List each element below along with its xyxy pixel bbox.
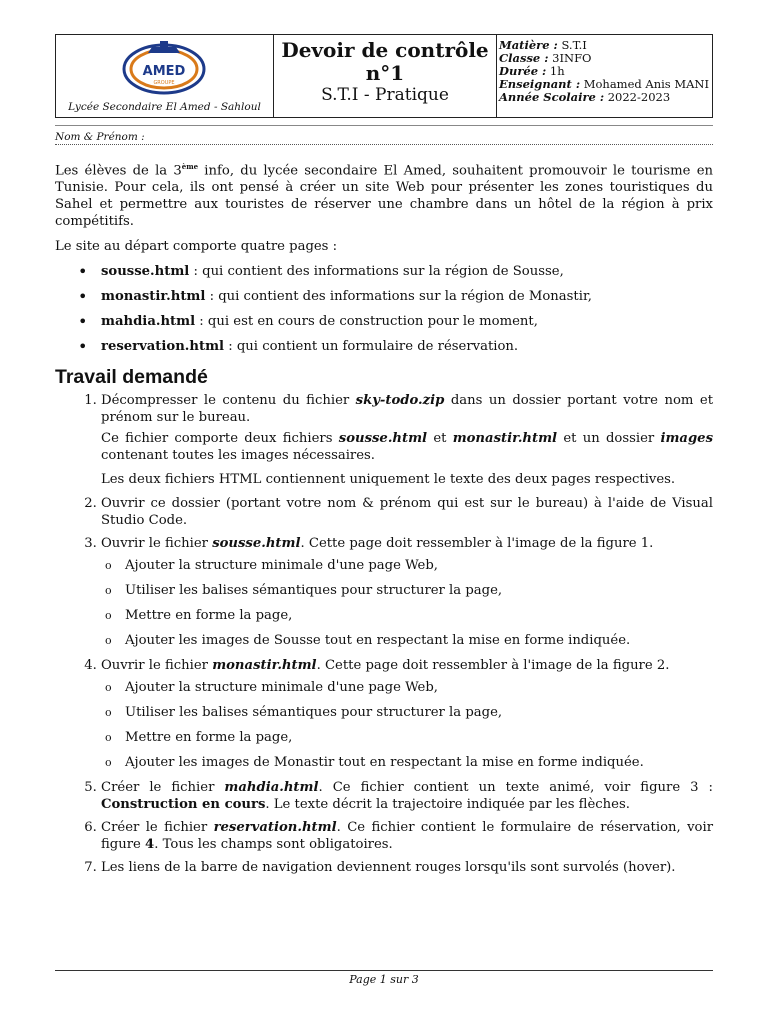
svg-text:AMED: AMED bbox=[142, 64, 186, 79]
list-item: o Ajouter les images de Monastir tout en respectant la mise en forme indiquée. bbox=[125, 754, 713, 771]
info-cell bbox=[497, 35, 712, 117]
list-item: • monastir.html : qui contient des informations sur la région de Monastir, bbox=[101, 288, 713, 305]
section-title: Travail demandé bbox=[55, 366, 208, 389]
list-item: o Utiliser les balises sémantiques pour structurer la page, bbox=[125, 704, 713, 721]
list-item: • mahdia.html : qui est en cours de construction pour le moment, bbox=[101, 313, 713, 330]
pages-intro: Le site au départ comporte quatre pages : bbox=[55, 239, 338, 255]
name-label: Nom & Prénom : bbox=[55, 131, 145, 143]
info-row-matiere: Matière : S.T.I bbox=[499, 38, 587, 52]
list-item: o Ajouter la structure minimale d'une page Web, bbox=[125, 679, 713, 696]
info-row-classe: Classe : 3INFO bbox=[499, 51, 592, 65]
list-item: o Mettre en forme la page, bbox=[125, 607, 713, 624]
list-item: • reservation.html : qui contient un formulaire de réservation. bbox=[101, 338, 713, 355]
list-item: o Mettre en forme la page, bbox=[125, 729, 713, 746]
task-7: 7. Les liens de la barre de navigation deviennent rouges lorsqu'ils sont survolés (hover). bbox=[101, 859, 713, 876]
intro-paragraph: Les élèves de la 3ème info, du lycée secondaire El Amed, souhaitent promouvoir le tourisme en Tunisie. Pour cela, ils ont pensé à créer un site Web pour présenter les zones touristiques du Sahel et permettre aux touristes de réserver une chambre dans un hôtel de la région à prix compétitifs. bbox=[55, 162, 713, 230]
footer-divider bbox=[55, 970, 713, 971]
tasks-list bbox=[55, 392, 713, 876]
school-logo bbox=[122, 39, 206, 95]
divider bbox=[55, 125, 713, 126]
school-cell bbox=[56, 35, 274, 117]
exam-subject: S.T.I - Pratique bbox=[321, 85, 449, 105]
task-3: 3. Ouvrir le fichier sousse.html. Cette page doit ressembler à l'image de la figure 1. o Ajouter la structure minimale d'une page Web, o Utiliser les balises sémantiques pour structurer la page, o Mettre en forme la page, o Ajouter les images de Sousse tout en respectant la mise en forme indiquée. bbox=[101, 535, 713, 649]
pages-list bbox=[55, 263, 713, 355]
svg-text:GROUPE: GROUPE bbox=[153, 80, 175, 86]
info-row-enseignant: Enseignant : Mohamed Anis MANI bbox=[499, 77, 710, 91]
task-1-detail: Ce fichier comporte deux fichiers sousse.html et monastir.html et un dossier images contenant toutes les images nécessaires. bbox=[101, 431, 713, 464]
exam-number: n°1 bbox=[365, 61, 405, 85]
task-1-note: Les deux fichiers HTML contiennent uniquement le texte des deux pages respectives. bbox=[101, 472, 676, 488]
task-6: 6. Créer le fichier reservation.html. Ce fichier contient le formulaire de réservation, voir figure 4. Tous les champs sont obligatoires. bbox=[101, 819, 713, 853]
name-field-line bbox=[55, 131, 713, 145]
page-number: Page 1 sur 3 bbox=[349, 973, 419, 986]
info-row-duree: Durée : 1h bbox=[499, 64, 565, 78]
task-5: 5. Créer le fichier mahdia.html. Ce fichier contient un texte animé, voir figure 3 : Construction en cours. Le texte décrit la trajectoire indiquée par les flèches. bbox=[101, 779, 713, 813]
task-4-subtasks bbox=[101, 679, 713, 771]
info-row-annee: Année Scolaire : 2022-2023 bbox=[499, 90, 671, 104]
document-header bbox=[55, 34, 713, 118]
task-4: 4. Ouvrir le fichier monastir.html. Cette page doit ressembler à l'image de la figure 2. o Ajouter la structure minimale d'une page Web, o Utiliser les balises sémantiques pour structurer la page, o Mettre en forme la page, o Ajouter les images de Monastir tout en respectant la mise en forme indiquée. bbox=[101, 657, 713, 771]
list-item: • sousse.html : qui contient des informations sur la région de Sousse, bbox=[101, 263, 713, 280]
list-item: o Ajouter la structure minimale d'une page Web, bbox=[125, 557, 713, 574]
task-2: 2. Ouvrir ce dossier (portant votre nom & prénom qui est sur le bureau) à l'aide de Visual Studio Code. bbox=[101, 495, 713, 529]
list-item: o Ajouter les images de Sousse tout en respectant la mise en forme indiquée. bbox=[125, 632, 713, 649]
task-3-subtasks bbox=[101, 557, 713, 649]
list-item: o Utiliser les balises sémantiques pour structurer la page, bbox=[125, 582, 713, 599]
title-cell bbox=[274, 35, 497, 117]
exam-title: Devoir de contrôle bbox=[281, 38, 489, 62]
document-body bbox=[55, 158, 713, 882]
school-name: Lycée Secondaire El Amed - Sahloul bbox=[68, 101, 261, 113]
task-1: 1. Décompresser le contenu du fichier sky-todo.zip dans un dossier portant votre nom et prénom sur le bureau. Ce fichier comporte deux fichiers sousse.html et monastir.html et un dossier images contenant toutes les images nécessaires. Les deux fichiers HTML contiennent uniquement le texte des deux pages respectives. bbox=[101, 392, 713, 488]
